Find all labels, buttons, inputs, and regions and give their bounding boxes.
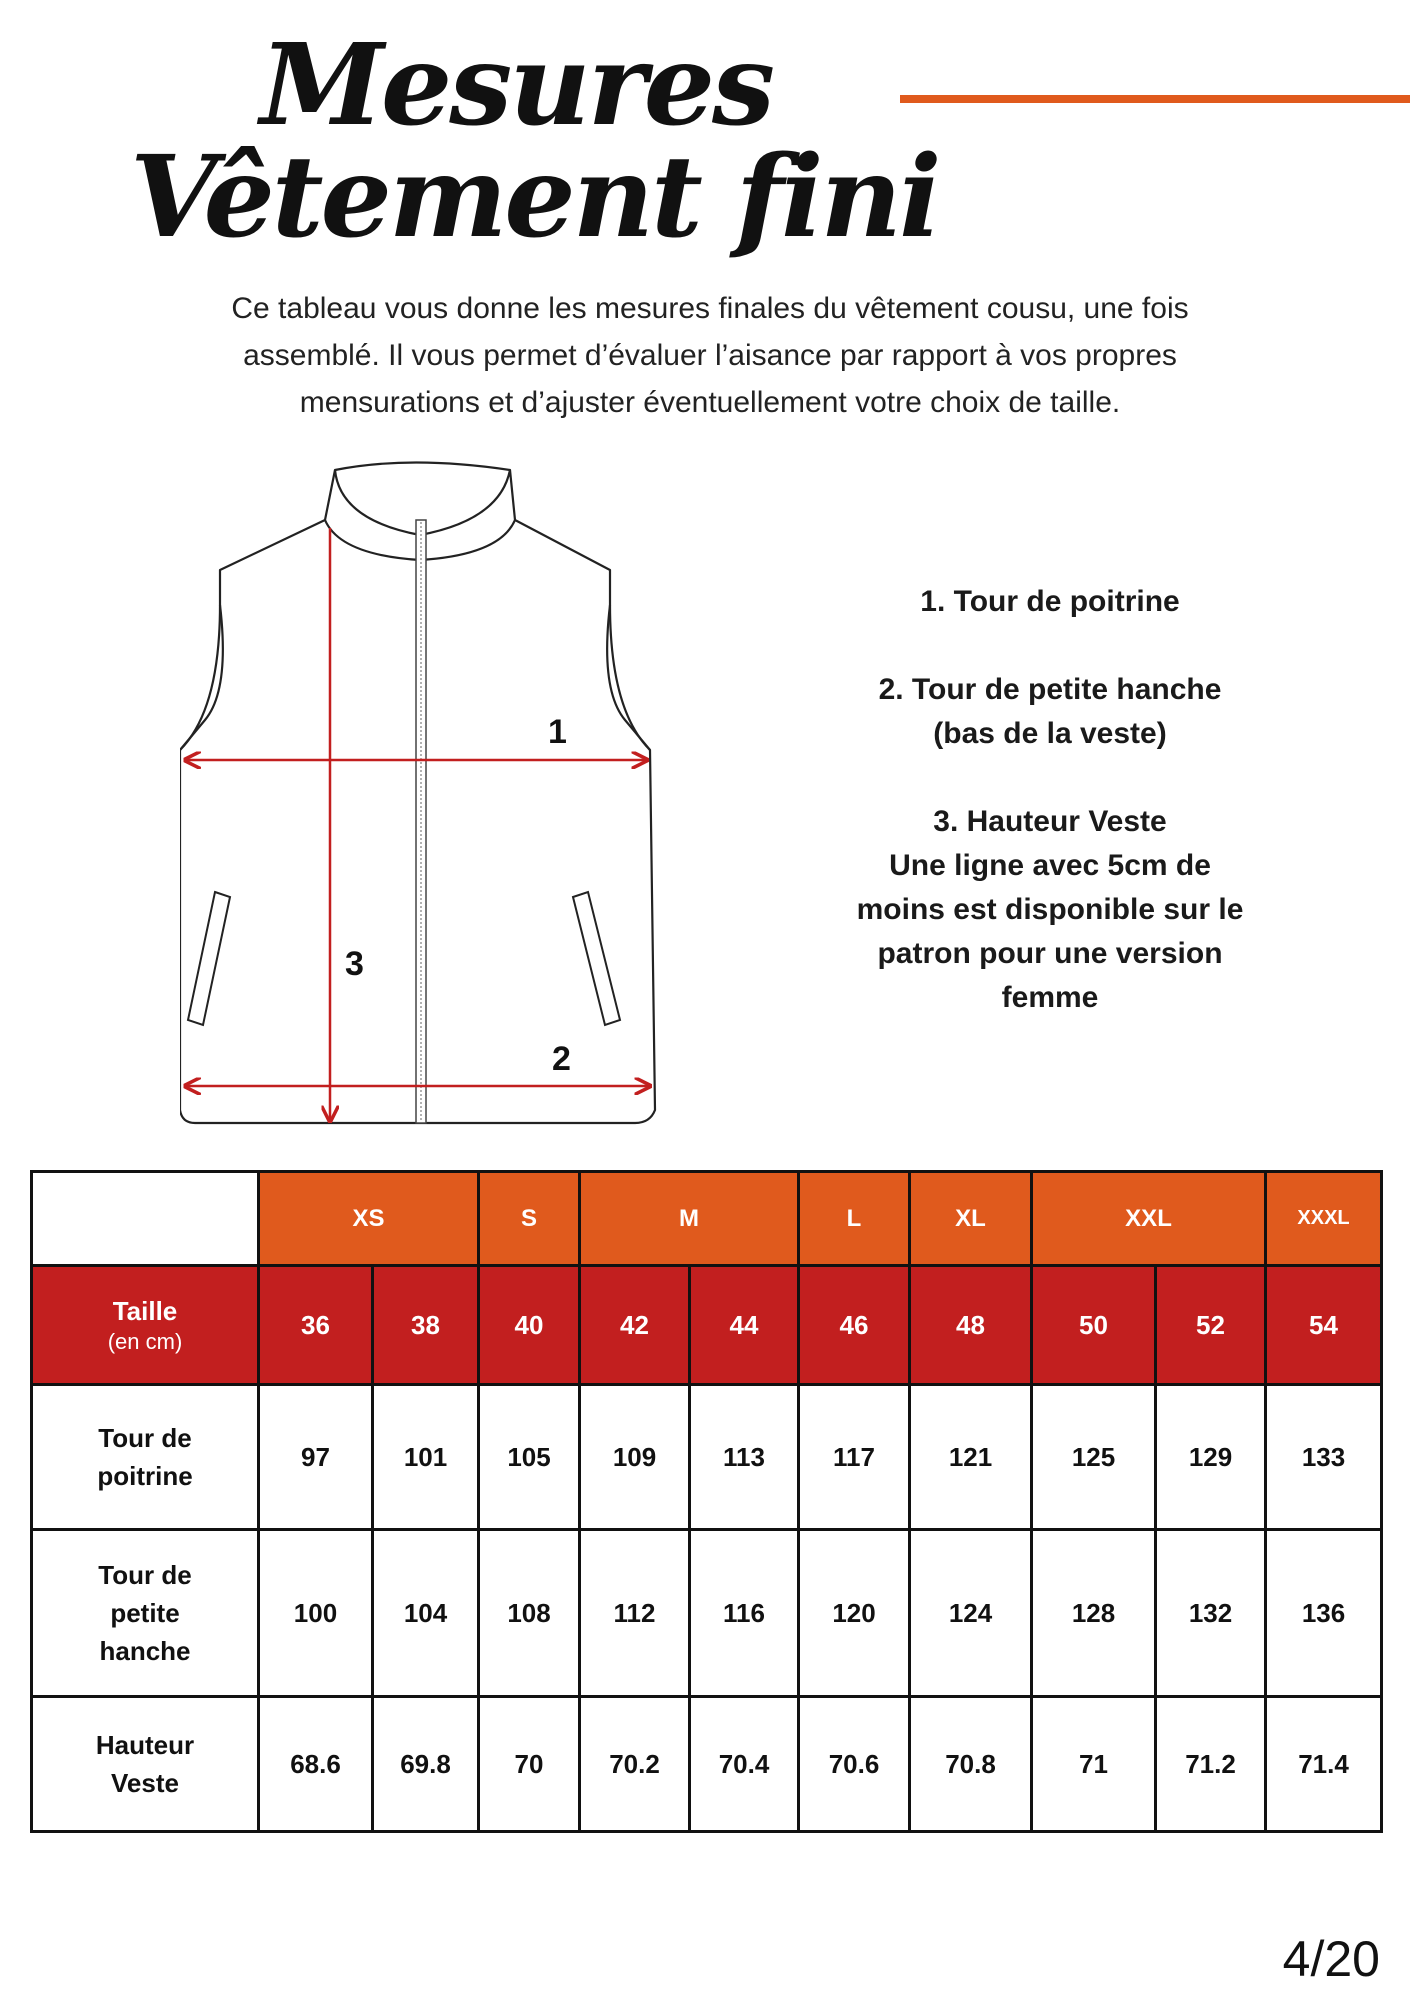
size-cell: 50 <box>1032 1266 1156 1385</box>
group-s: S <box>479 1172 580 1266</box>
value-cell: 112 <box>580 1530 690 1697</box>
legend <box>800 580 1300 1064</box>
size-cell: 54 <box>1266 1266 1382 1385</box>
value-cell: 113 <box>690 1385 799 1530</box>
value-cell: 133 <box>1266 1385 1382 1530</box>
size-cell: 38 <box>373 1266 479 1385</box>
label-3: 3 <box>345 945 364 983</box>
value-cell: 117 <box>799 1385 910 1530</box>
group-xxl: XXL <box>1032 1172 1266 1266</box>
value-cell: 132 <box>1156 1530 1266 1697</box>
value-cell: 68.6 <box>259 1697 373 1832</box>
size-unit: (en cm) <box>107 1328 183 1354</box>
size-cell: 44 <box>690 1266 799 1385</box>
value-cell: 128 <box>1032 1530 1156 1697</box>
page-number: 4/20 <box>1282 1931 1380 1987</box>
value-cell: 71.4 <box>1266 1697 1382 1832</box>
value-cell: 70.6 <box>799 1697 910 1832</box>
value-cell: 70 <box>479 1697 580 1832</box>
row-label: Tour de petite hanche <box>32 1530 259 1697</box>
table-row <box>32 1530 1382 1697</box>
value-cell: 71.2 <box>1156 1697 1266 1832</box>
value-cell: 136 <box>1266 1530 1382 1697</box>
group-xs: XS <box>259 1172 479 1266</box>
size-cell: 52 <box>1156 1266 1266 1385</box>
left-pocket <box>188 892 230 1025</box>
group-l: L <box>799 1172 910 1266</box>
legend-item-3: 3. Hauteur Veste Une ligne avec 5cm de moins est disponible sur le patron pour une version femme <box>856 805 1244 1014</box>
value-cell: 71 <box>1032 1697 1156 1832</box>
table-corner <box>32 1172 259 1266</box>
intro-text <box>120 285 1300 426</box>
group-xxxl: XXXL <box>1266 1172 1382 1266</box>
value-cell: 125 <box>1032 1385 1156 1530</box>
size-cell: 46 <box>799 1266 910 1385</box>
right-pocket <box>573 892 620 1025</box>
label-2: 2 <box>552 1040 571 1078</box>
row-label: Tour de poitrine <box>32 1385 259 1530</box>
value-cell: 105 <box>479 1385 580 1530</box>
size-group-row <box>32 1172 1382 1266</box>
row-label: Hauteur Veste <box>32 1697 259 1832</box>
table-row <box>32 1697 1382 1832</box>
value-cell: 104 <box>373 1530 479 1697</box>
value-cell: 70.8 <box>910 1697 1032 1832</box>
value-cell: 108 <box>479 1530 580 1697</box>
table-row <box>32 1385 1382 1530</box>
intro-line: Ce tableau vous donne les mesures finales du vêtement cousu, une fois <box>231 292 1189 325</box>
group-xl: XL <box>910 1172 1032 1266</box>
pockets <box>188 892 620 1025</box>
value-cell: 70.4 <box>690 1697 799 1832</box>
size-cell: 40 <box>479 1266 580 1385</box>
value-cell: 124 <box>910 1530 1032 1697</box>
value-cell: 70.2 <box>580 1697 690 1832</box>
page-title <box>130 20 1030 263</box>
zipper <box>416 520 426 1123</box>
value-cell: 100 <box>259 1530 373 1697</box>
intro-line: mensurations et d’ajuster éventuellement votre choix de taille. <box>299 386 1121 419</box>
value-cell: 129 <box>1156 1385 1266 1530</box>
value-cell: 116 <box>690 1530 799 1697</box>
title-line-1: Mesures <box>260 20 773 151</box>
size-cell: 36 <box>259 1266 373 1385</box>
value-cell: 120 <box>799 1530 910 1697</box>
size-label-cell <box>32 1266 259 1385</box>
legend-item-1: 1. Tour de poitrine <box>920 585 1180 618</box>
size-cell: 42 <box>580 1266 690 1385</box>
value-cell: 101 <box>373 1385 479 1530</box>
size-number-row <box>32 1266 1382 1385</box>
intro-line: assemblé. Il vous permet d’évaluer l’aisance par rapport à vos propres <box>243 339 1177 372</box>
vest-diagram <box>180 460 680 1130</box>
size-label: Taille <box>112 1295 178 1326</box>
value-cell: 97 <box>259 1385 373 1530</box>
label-1: 1 <box>548 713 567 751</box>
group-m: M <box>580 1172 799 1266</box>
size-cell: 48 <box>910 1266 1032 1385</box>
legend-item-2: 2. Tour de petite hanche (bas de la veste) <box>878 673 1222 750</box>
accent-line <box>900 95 1410 103</box>
title-line-2: Vêtement fini <box>130 132 939 263</box>
value-cell: 109 <box>580 1385 690 1530</box>
value-cell: 121 <box>910 1385 1032 1530</box>
size-table <box>30 1170 1383 1833</box>
value-cell: 69.8 <box>373 1697 479 1832</box>
